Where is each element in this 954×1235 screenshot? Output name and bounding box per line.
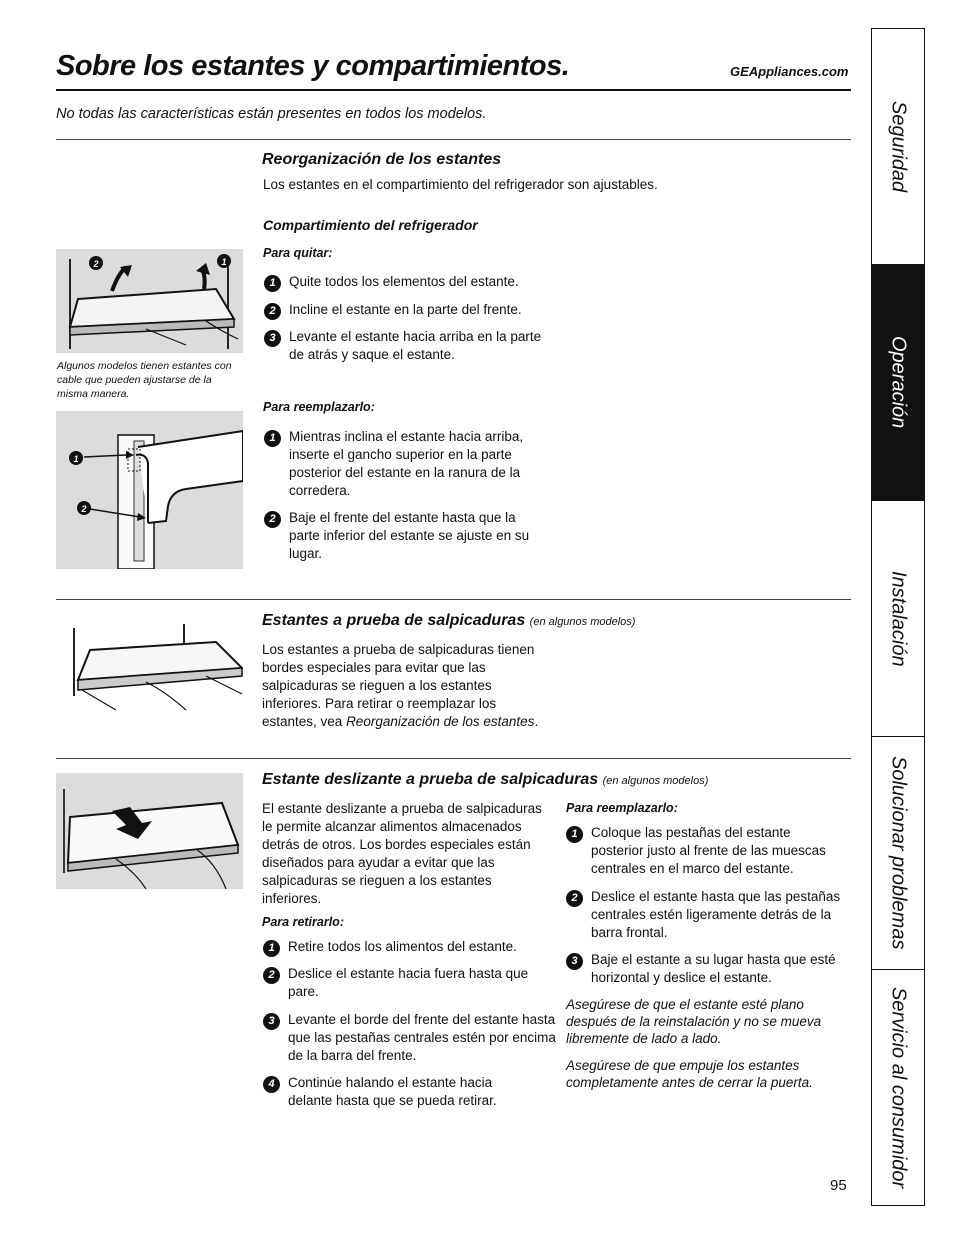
section2-body: Los estantes a prueba de salpicaduras tienen bordes especiales para evitar que las salpicaduras se rieguen a los estantes inferiores. Para retirar o reemplazar los estantes, vea Reorganización de los estantes. — [262, 642, 539, 729]
slide-remove-step-4: 4 Continúe halando el estante hacia delante hasta que se pueda retirar. — [263, 1074, 538, 1110]
step-number: 2 — [264, 303, 281, 320]
figure-caption: Algunos modelos tienen estantes con cable que pueden ajustarse de la misma manera. — [57, 360, 232, 400]
step-number: 2 — [264, 511, 281, 528]
note-push: Asegúrese de que empuje los estantes completamente antes de cerrar la puerta. — [566, 1058, 813, 1090]
tab-servicio-consumidor[interactable]: Servicio al consumidor — [887, 986, 910, 1189]
remove-step-2: 2 Incline el estante en la parte del frente. — [264, 301, 569, 319]
step-number: 1 — [264, 275, 281, 292]
slide-replace-label: Para reemplazarlo: — [566, 801, 678, 815]
step-number: 1 — [263, 940, 280, 957]
step-number: 2 — [566, 890, 583, 907]
section1-subheading: Compartimiento del refrigerador — [263, 217, 478, 233]
slide-remove-step-2: 2 Deslice el estante hacia fuera hasta que pare. — [263, 965, 538, 1001]
section-divider — [56, 758, 851, 759]
remove-step-1: 1 Quite todos los elementos del estante. — [264, 273, 569, 291]
shelf-removal-illustration — [56, 249, 243, 353]
step-number: 4 — [263, 1076, 280, 1093]
slide-remove-step-3: 3 Levante el borde del frente del estante hasta que las pestañas centrales estén por encima de la barra del frente. — [263, 1011, 558, 1065]
slide-replace-step-1: 1 Coloque las pestañas del estante posterior justo al frente de las muescas centrales en el marco del estante. — [566, 824, 846, 878]
remove-step-3: 3 Levante el estante hacia arriba en la parte de atrás y saque el estante. — [264, 328, 544, 364]
fig1-marker-1: 1 — [221, 257, 227, 267]
step-number: 3 — [264, 330, 281, 347]
slide-remove-step-1: 1 Retire todos los alimentos del estante. — [263, 938, 558, 956]
replace-step-2: 2 Baje el frente del estante hasta que la parte inferior del estante se ajuste en su lugar. — [264, 509, 534, 563]
section1-intro: Los estantes en el compartimiento del refrigerador son ajustables. — [263, 177, 658, 192]
section-divider — [56, 139, 851, 140]
section-divider — [56, 599, 851, 600]
section1-heading: Reorganización de los estantes — [262, 151, 502, 168]
replace-step-1: 1 Mientras inclina el estante hacia arriba, inserte el gancho superior en la parte posterior del estante en la ranura de la corredera. — [264, 428, 539, 500]
tab-instalacion[interactable]: Instalación — [872, 501, 924, 737]
spillproof-shelf-illustration — [56, 620, 243, 716]
step-number: 3 — [566, 953, 583, 970]
tab-operacion[interactable]: Operación — [872, 265, 924, 501]
slide-remove-label: Para retirarlo: — [262, 915, 344, 929]
step-number: 1 — [264, 430, 281, 447]
tab-solucionar-problemas[interactable]: Solucionar problemas — [872, 737, 924, 970]
sliding-shelf-illustration — [56, 773, 243, 889]
replace-label: Para reemplazarlo: — [263, 400, 375, 414]
slide-replace-step-2: 2 Deslice el estante hasta que las pestañas centrales estén ligeramente detrás de la barra frontal. — [566, 888, 856, 942]
tab-seguridad[interactable]: Seguridad — [872, 29, 924, 265]
slide-replace-step-3: 3 Baje el estante a su lugar hasta que esté horizontal y deslice el estante. — [566, 951, 856, 987]
section3-body: El estante deslizante a prueba de salpicaduras le permite alcanzar alimentos almacenados detrás de otros. Los bordes especiales están diseñados para ayudar a evitar que las salpicaduras se rieguen a los estantes inferiores. — [262, 801, 542, 906]
site-url: GEAppliances.com — [730, 64, 849, 79]
remove-label: Para quitar: — [263, 246, 333, 260]
step-number: 3 — [263, 1013, 280, 1030]
shelf-hook-illustration — [56, 411, 243, 569]
section-tabs — [871, 28, 925, 1206]
note-flat: Asegúrese de que el estante esté plano después de la reinstalación y no se mueva libremente de lado a lado. — [566, 997, 822, 1046]
fig2-marker-1: 1 — [73, 454, 79, 464]
page-number: 95 — [830, 1177, 847, 1194]
fig1-marker-2: 2 — [93, 259, 99, 269]
step-number: 1 — [566, 826, 583, 843]
fig2-marker-2: 2 — [81, 504, 87, 514]
page-title: Sobre los estantes y compartimientos. — [56, 50, 570, 82]
header-rule — [56, 89, 851, 91]
section3-heading: Estante deslizante a prueba de salpicaduras (en algunos modelos) — [262, 771, 709, 788]
page-subtitle: No todas las características están presentes en todos los modelos. — [56, 106, 487, 122]
section2-heading: Estantes a prueba de salpicaduras (en algunos modelos) — [262, 612, 636, 629]
step-number: 2 — [263, 967, 280, 984]
